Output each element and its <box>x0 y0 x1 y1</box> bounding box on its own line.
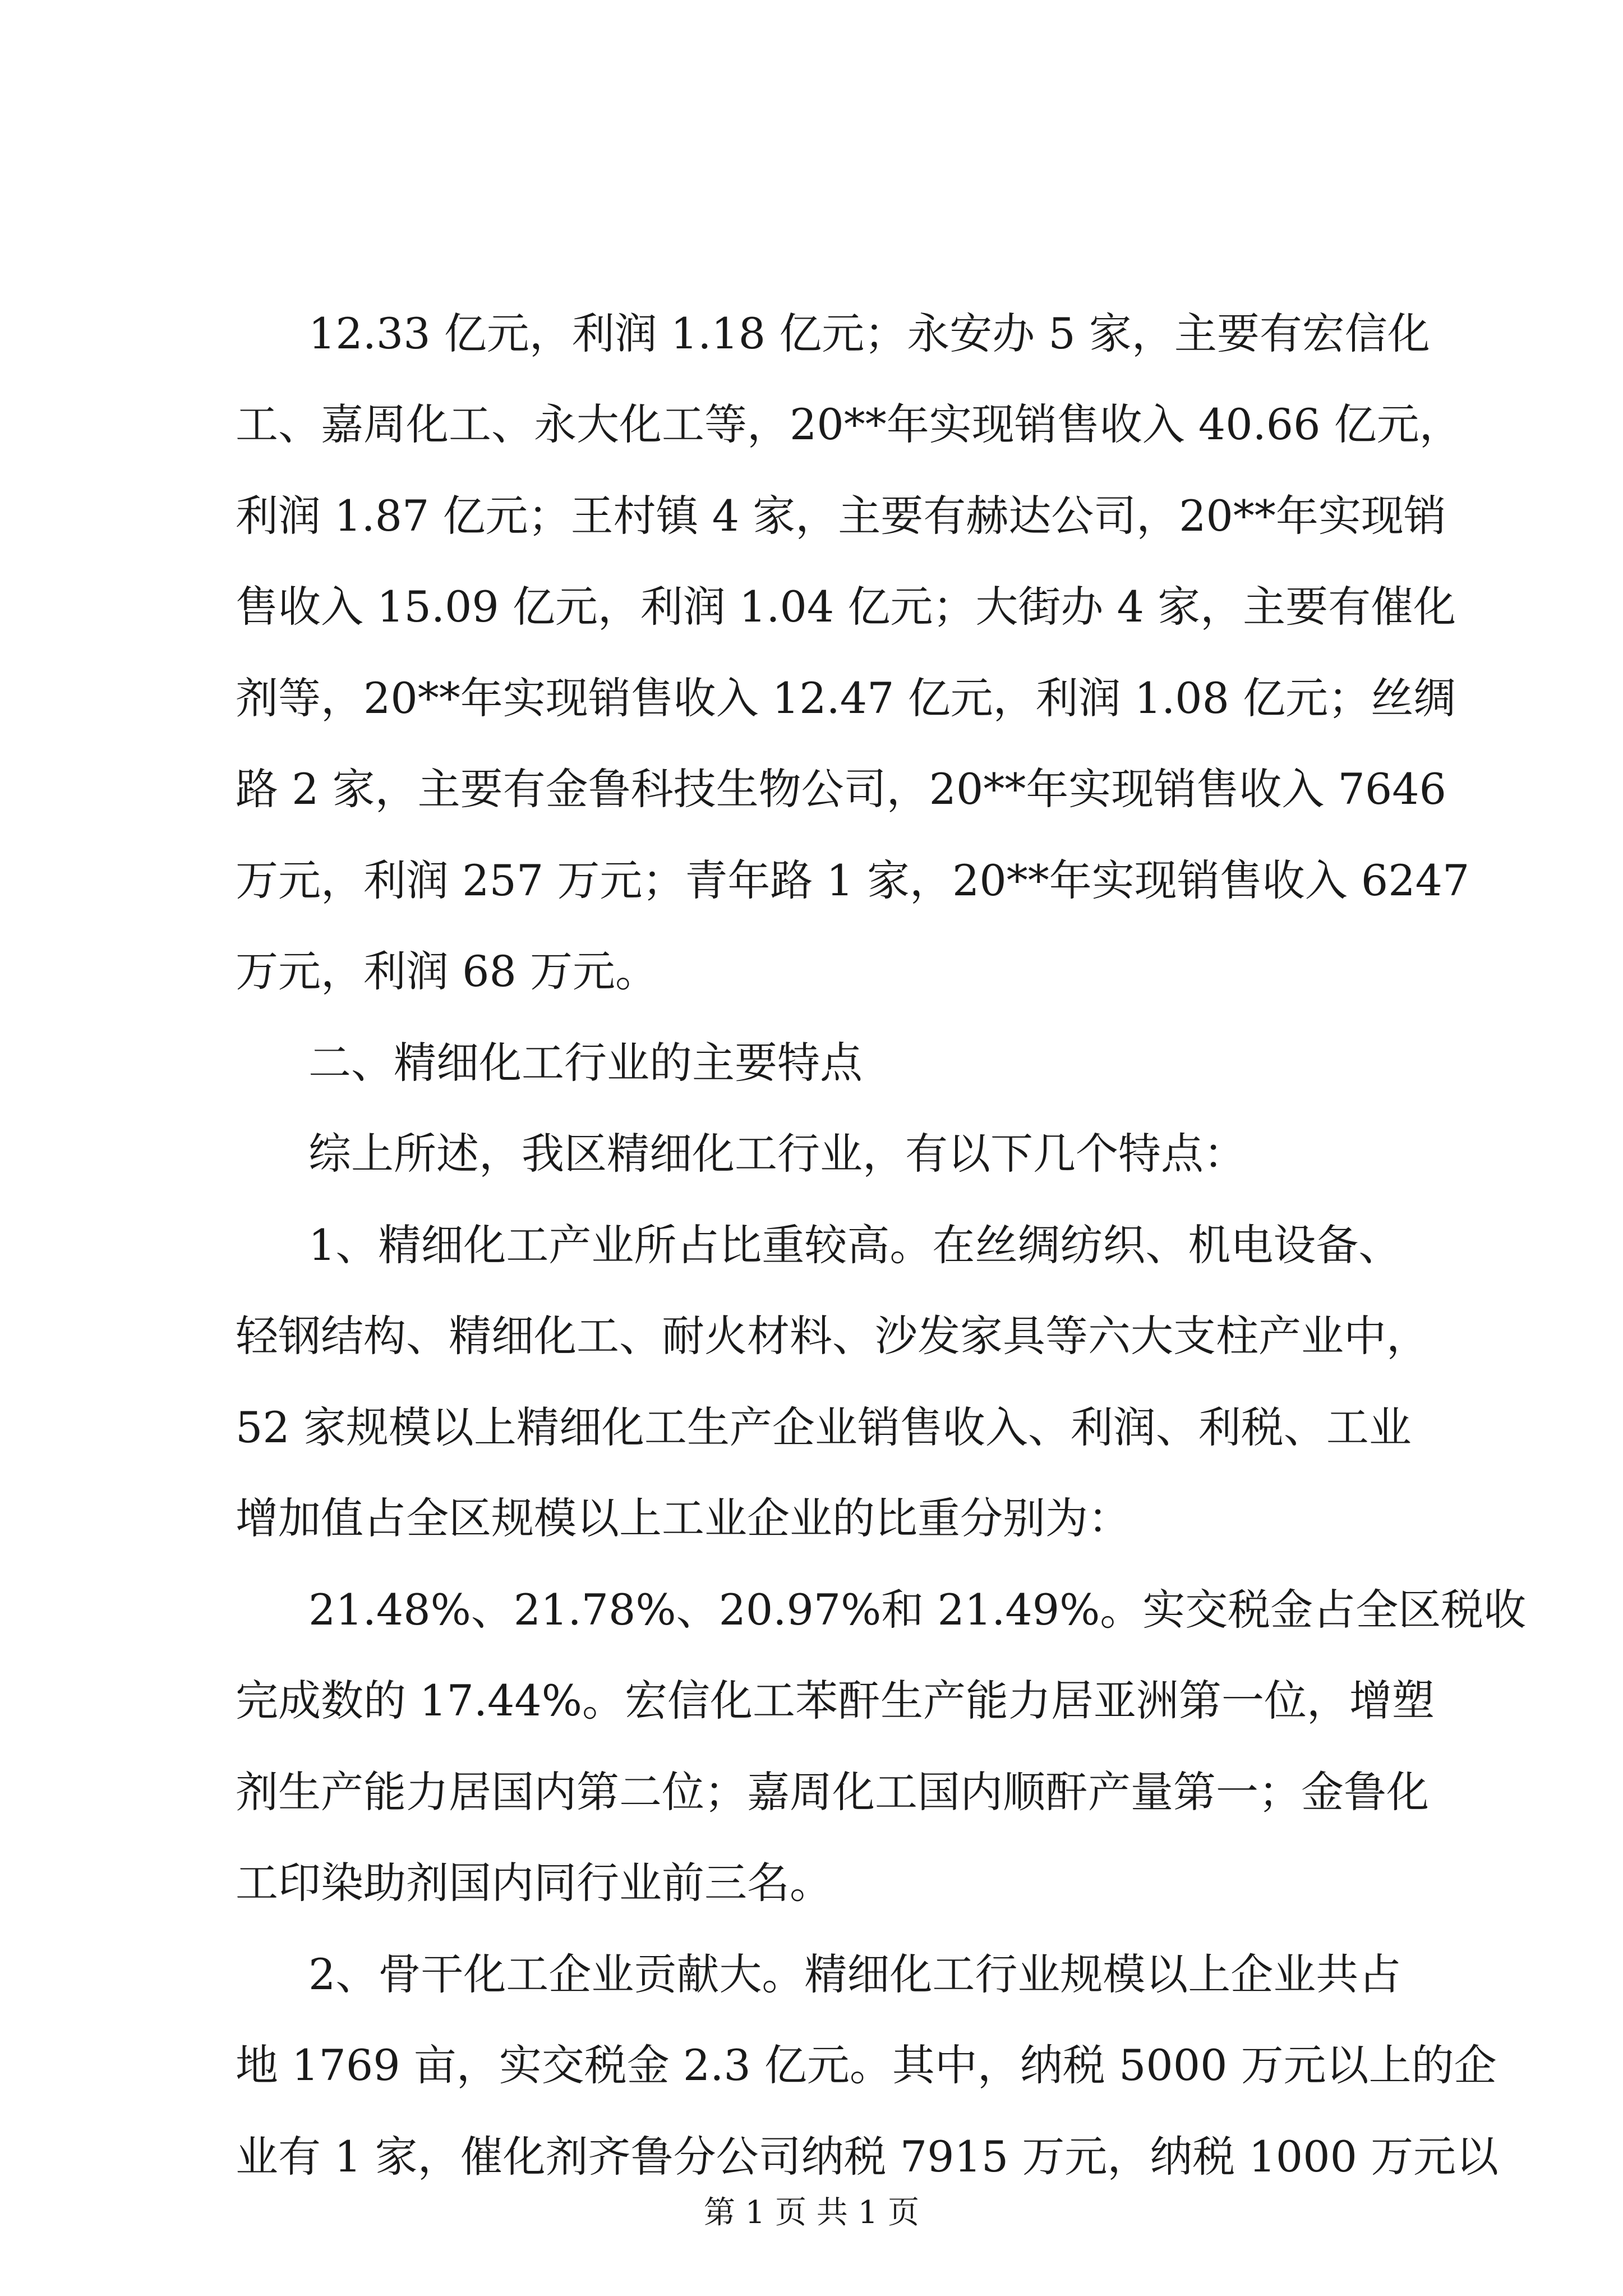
text-line-7: 万元，利润 257 万元；青年路 1 家，20**年实现销售收入 6247 <box>236 855 1470 905</box>
text-line-20: 地 1769 亩，实交税金 2.3 亿元。其中，纳税 5000 万元以上的企 <box>236 2040 1497 2090</box>
text-line-10: 综上所述，我区精细化工行业，有以下几个特点： <box>308 1129 1246 1179</box>
text-line-14: 增加值占全区规模以上工业企业的比重分别为： <box>236 1493 1131 1543</box>
text-line-6: 路 2 家，主要有金鲁科技生物公司，20**年实现销售收入 7646 <box>236 764 1446 814</box>
text-line-21: 业有 1 家，催化剂齐鲁分公司纳税 7915 万元，纳税 1000 万元以 <box>236 2132 1499 2182</box>
text-line-5: 剂等，20**年实现销售收入 12.47 亿元，利润 1.08 亿元；丝绸 <box>236 673 1456 723</box>
text-line-11: 1、精细化工产业所占比重较高。在丝绸纺织、机电设备、 <box>308 1220 1401 1270</box>
page-footer: 第 1 页 共 1 页 <box>703 2194 920 2231</box>
text-line-1: 12.33 亿元，利润 1.18 亿元；永安办 5 家，主要有宏信化 <box>308 309 1430 358</box>
text-line-13: 52 家规模以上精细化工生产企业销售收入、利润、利税、工业 <box>236 1402 1412 1452</box>
text-line-16: 完成数的 17.44%。宏信化工苯酐生产能力居亚洲第一位，增塑 <box>236 1676 1435 1726</box>
text-line-18: 工印染助剂国内同行业前三名。 <box>236 1858 832 1908</box>
text-line-19: 2、骨干化工企业贡献大。精细化工行业规模以上企业共占 <box>308 1949 1401 1999</box>
section-heading: 二、精细化工行业的主要特点 <box>308 1038 863 1088</box>
text-line-4: 售收入 15.09 亿元，利润 1.04 亿元；大街办 4 家，主要有催化 <box>236 582 1456 632</box>
text-line-15: 21.48%、21.78%、20.97%和 21.49%。实交税金占全区税收 <box>308 1585 1527 1635</box>
text-line-3: 利润 1.87 亿元；王村镇 4 家，主要有赫达公司，20**年实现销 <box>236 491 1446 541</box>
text-line-17: 剂生产能力居国内第二位；嘉周化工国内顺酐产量第一；金鲁化 <box>236 1767 1429 1817</box>
text-line-2: 工、嘉周化工、永大化工等，20**年实现销售收入 40.66 亿元， <box>236 399 1462 449</box>
text-line-8: 万元，利润 68 万元。 <box>236 946 658 996</box>
text-line-12: 轻钢结构、精细化工、耐火材料、沙发家具等六大支柱产业中， <box>236 1311 1429 1361</box>
